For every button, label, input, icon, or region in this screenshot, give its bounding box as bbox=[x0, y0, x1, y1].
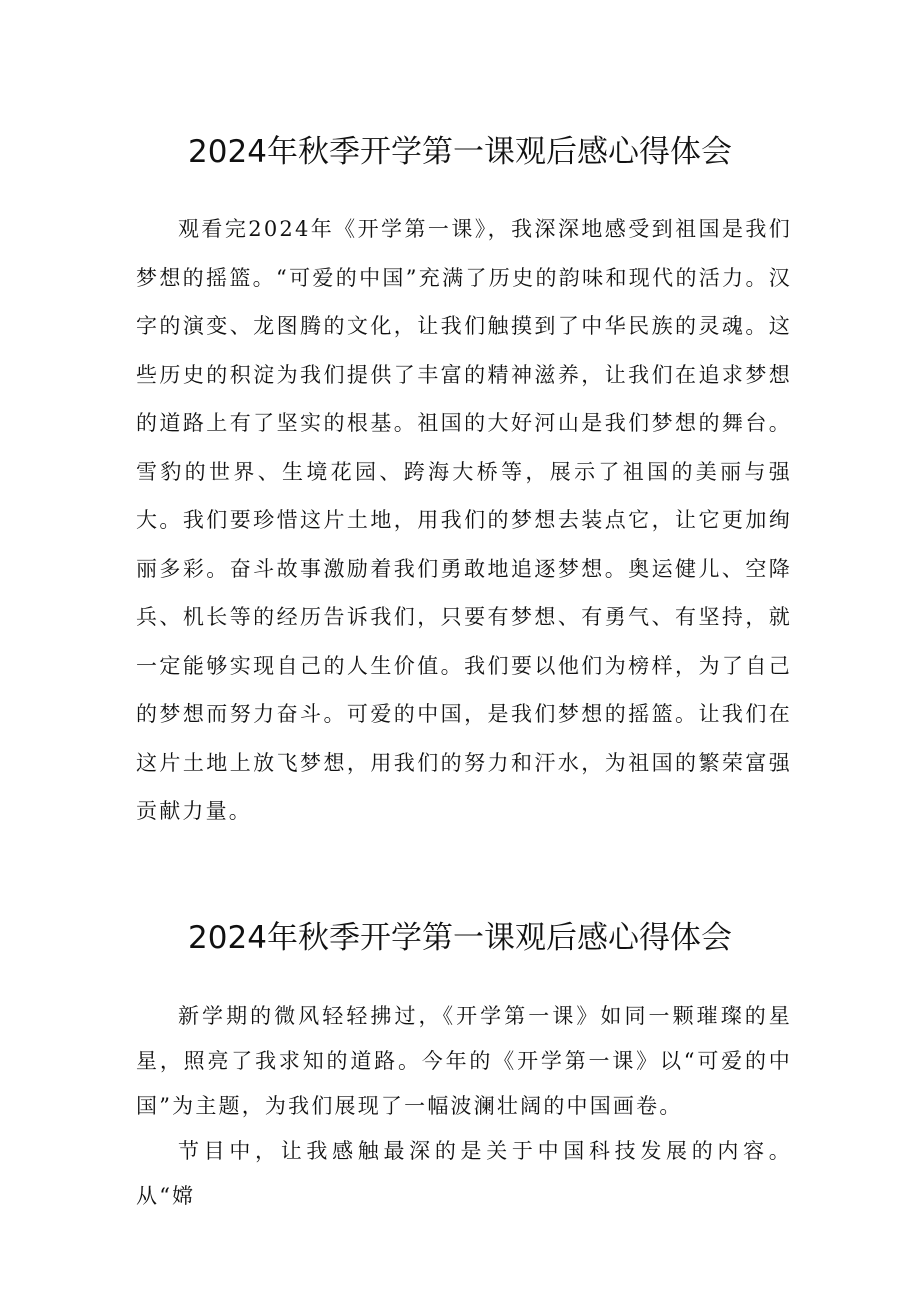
section-1-body bbox=[136, 205, 792, 836]
section-2-body bbox=[136, 994, 792, 1219]
section-2-title: 2024年秋季开学第一课观后感心得体会 bbox=[188, 919, 732, 956]
section-2-paragraph-2: 节目中，让我感触最深的是关于中国科技发展的内容。从“嫦 bbox=[136, 1139, 792, 1208]
section-1-paragraph-1: 观看完2024年《开学第一课》，我深深地感受到祖国是我们梦想的摇篮。“可爱的中国”充满了历史的韵味和现代的活力。汉字的演变、龙图腾的文化，让我们触摸到了中华民族的灵魂。这些历史的积淀为我们提供了丰富的精神滋养，让我们在追求梦想的道路上有了坚实的根基。祖国的大好河山是我们梦想的舞台。雪豹的世界、生境花园、跨海大桥等，展示了祖国的美丽与强大。我们要珍惜这片土地，用我们的梦想去装点它，让它更加绚丽多彩。奋斗故事激励着我们勇敢地追逐梦想。奥运健儿、空降兵、机长等的经历告诉我们，只要有梦想、有勇气、有坚持，就一定能够实现自己的人生价值。我们要以他们为榜样，为了自己的梦想而努力奋斗。可爱的中国，是我们梦想的摇篮。让我们在这片土地上放飞梦想，用我们的努力和汗水，为祖国的繁荣富强贡献力量。 bbox=[136, 217, 792, 823]
section-2-paragraph-1: 新学期的微风轻轻拂过，《开学第一课》如同一颗璀璨的星星，照亮了我求知的道路。今年的《开学第一课》以“可爱的中国”为主题，为我们展现了一幅波澜壮阔的中国画卷。 bbox=[136, 1004, 792, 1118]
section-1-title: 2024年秋季开学第一课观后感心得体会 bbox=[188, 133, 732, 170]
